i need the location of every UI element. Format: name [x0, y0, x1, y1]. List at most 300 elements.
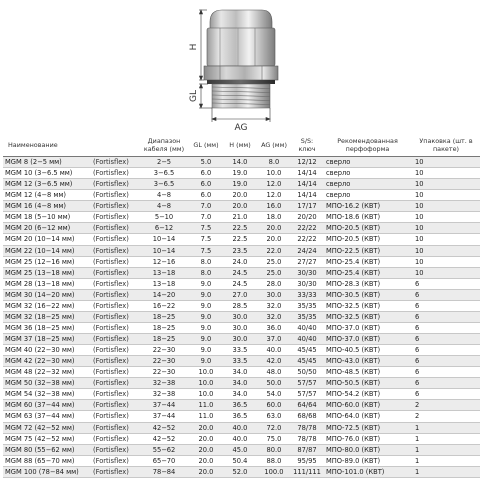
h-cell: 28.5: [223, 300, 257, 311]
punch-cell: сверло: [323, 190, 412, 201]
model-name: MGM 8 (2−5 мм): [5, 158, 62, 167]
table-row: [3, 157, 480, 168]
gl-cell: 7.5: [189, 223, 223, 234]
name-cell: [3, 190, 139, 201]
ag-cell: 12.0: [257, 190, 291, 201]
h-cell: 19.0: [223, 168, 257, 179]
dimension-ag: [212, 108, 270, 122]
model-name: MGM 60 (37−44 мм): [5, 401, 75, 410]
table-row: [3, 389, 480, 400]
ag-cell: 75.0: [257, 433, 291, 444]
packing-cell: 6: [412, 322, 480, 333]
punch-cell: МПО-50.5 (КВТ): [323, 378, 412, 389]
name-cell: [3, 400, 139, 411]
ag-cell: 63.0: [257, 411, 291, 422]
model-name: MGM 32 (18−25 мм): [5, 312, 75, 321]
ag-cell: 100.0: [257, 466, 291, 477]
gl-cell: 10.0: [189, 378, 223, 389]
cable-range-cell: 10−14: [139, 234, 189, 245]
name-cell: [3, 433, 139, 444]
table-row: [3, 179, 480, 190]
specification-table: [3, 133, 480, 478]
header-h: H (мм): [223, 133, 257, 157]
model-name: MGM 37 (18−25 мм): [5, 335, 75, 344]
ag-cell: 25.0: [257, 256, 291, 267]
model-name: MGM 10 (3−6.5 мм): [5, 169, 73, 178]
header-wrench-size: S/S: ключ: [291, 133, 323, 157]
ag-cell: 30.0: [257, 289, 291, 300]
h-cell: 34.0: [223, 367, 257, 378]
h-cell: 21.0: [223, 212, 257, 223]
model-name: MGM 72 (42−52 мм): [5, 423, 75, 432]
model-name: MGM 54 (32−38 мм): [5, 390, 75, 399]
punch-cell: МПО-22.5 (КВТ): [323, 245, 412, 256]
punch-cell: сверло: [323, 157, 412, 168]
brand-name: (Fortisflex): [93, 224, 129, 233]
name-cell: [3, 223, 139, 234]
h-cell: 36.5: [223, 400, 257, 411]
packing-cell: 10: [412, 212, 480, 223]
ag-cell: 48.0: [257, 367, 291, 378]
gl-cell: 8.0: [189, 267, 223, 278]
name-cell: [3, 245, 139, 256]
packing-cell: 10: [412, 245, 480, 256]
wrench-size-cell: 50/50: [291, 367, 323, 378]
ag-cell: 32.0: [257, 311, 291, 322]
model-name: MGM 48 (22−32 мм): [5, 368, 75, 377]
wrench-size-cell: 30/30: [291, 278, 323, 289]
table-row: [3, 400, 480, 411]
model-name: MGM 20 (10−14 мм): [5, 235, 75, 244]
brand-name: (Fortisflex): [93, 191, 129, 200]
brand-name: (Fortisflex): [93, 445, 129, 454]
header-ag: AG (мм): [257, 133, 291, 157]
brand-name: (Fortisflex): [93, 423, 129, 432]
brand-name: (Fortisflex): [93, 390, 129, 399]
name-cell: [3, 444, 139, 455]
table-row: [3, 411, 480, 422]
punch-cell: МПО-43.0 (КВТ): [323, 356, 412, 367]
ag-cell: 36.0: [257, 322, 291, 333]
thread: [212, 84, 270, 108]
name-cell: [3, 378, 139, 389]
model-name: MGM 50 (32−38 мм): [5, 379, 75, 388]
cable-range-cell: 22−30: [139, 367, 189, 378]
gl-cell: 9.0: [189, 278, 223, 289]
name-cell: [3, 422, 139, 433]
wrench-size-cell: 78/78: [291, 422, 323, 433]
wrench-size-cell: 30/30: [291, 267, 323, 278]
table-row: [3, 212, 480, 223]
packing-cell: 10: [412, 223, 480, 234]
ag-cell: 16.0: [257, 201, 291, 212]
ag-cell: 42.0: [257, 356, 291, 367]
gl-cell: 7.0: [189, 212, 223, 223]
cable-range-cell: 16−22: [139, 300, 189, 311]
wrench-size-cell: 35/35: [291, 300, 323, 311]
model-name: MGM 88 (65−70 мм): [5, 456, 75, 465]
wrench-size-cell: 45/45: [291, 356, 323, 367]
name-cell: [3, 311, 139, 322]
table-row: [3, 322, 480, 333]
brand-name: (Fortisflex): [93, 202, 129, 211]
ag-cell: 28.0: [257, 278, 291, 289]
wrench-size-cell: 95/95: [291, 455, 323, 466]
gl-cell: 5.0: [189, 157, 223, 168]
ag-cell: 20.0: [257, 234, 291, 245]
packing-cell: 2: [412, 400, 480, 411]
ag-cell: 88.0: [257, 455, 291, 466]
packing-cell: 10: [412, 168, 480, 179]
cable-range-cell: 5−10: [139, 212, 189, 223]
cable-range-cell: 22−30: [139, 345, 189, 356]
packing-cell: 6: [412, 389, 480, 400]
wrench-size-cell: 111/111: [291, 466, 323, 477]
cable-range-cell: 2−5: [139, 157, 189, 168]
gl-cell: 10.0: [189, 389, 223, 400]
punch-cell: МПО-32.5 (КВТ): [323, 311, 412, 322]
model-name: MGM 20 (6−12 мм): [5, 224, 71, 233]
packing-cell: 1: [412, 422, 480, 433]
header-name: Наименование: [3, 133, 139, 157]
ag-cell: 22.0: [257, 245, 291, 256]
cable-range-cell: 37−44: [139, 411, 189, 422]
brand-name: (Fortisflex): [93, 323, 129, 332]
packing-cell: 6: [412, 367, 480, 378]
wrench-size-cell: 20/20: [291, 212, 323, 223]
gl-cell: 10.0: [189, 367, 223, 378]
model-name: MGM 42 (22−30 мм): [5, 357, 75, 366]
packing-cell: 10: [412, 190, 480, 201]
gland-body: [204, 10, 278, 108]
wrench-size-cell: 33/33: [291, 289, 323, 300]
brand-name: (Fortisflex): [93, 312, 129, 321]
ag-cell: 40.0: [257, 345, 291, 356]
gl-cell: 6.0: [189, 179, 223, 190]
punch-cell: сверло: [323, 168, 412, 179]
brand-name: (Fortisflex): [93, 301, 129, 310]
ag-cell: 54.0: [257, 389, 291, 400]
gl-cell: 9.0: [189, 289, 223, 300]
table-row: [3, 466, 480, 477]
cable-range-cell: 14−20: [139, 289, 189, 300]
h-cell: 45.0: [223, 444, 257, 455]
table-row: [3, 190, 480, 201]
name-cell: [3, 389, 139, 400]
name-cell: [3, 212, 139, 223]
cable-range-cell: 42−52: [139, 433, 189, 444]
gl-cell: 20.0: [189, 455, 223, 466]
table-row: [3, 378, 480, 389]
punch-cell: МПО-72.5 (КВТ): [323, 422, 412, 433]
packing-cell: 10: [412, 267, 480, 278]
h-cell: 33.5: [223, 356, 257, 367]
name-cell: [3, 157, 139, 168]
table-row: [3, 433, 480, 444]
h-cell: 52.0: [223, 466, 257, 477]
punch-cell: МПО-80.0 (КВТ): [323, 444, 412, 455]
brand-name: (Fortisflex): [93, 401, 129, 410]
packing-cell: 6: [412, 334, 480, 345]
wrench-size-cell: 22/22: [291, 223, 323, 234]
table-row: [3, 267, 480, 278]
model-name: MGM 12 (4−8 мм): [5, 191, 67, 200]
model-name: MGM 32 (16−22 мм): [5, 301, 75, 310]
punch-cell: МПО-25.4 (КВТ): [323, 267, 412, 278]
cable-range-cell: 12−16: [139, 256, 189, 267]
packing-cell: 6: [412, 356, 480, 367]
packing-cell: 1: [412, 444, 480, 455]
name-cell: [3, 411, 139, 422]
cable-range-cell: 32−38: [139, 389, 189, 400]
cable-range-cell: 32−38: [139, 378, 189, 389]
cable-gland-drawing: [0, 0, 483, 133]
cable-range-cell: 3−6.5: [139, 168, 189, 179]
cable-range-cell: 22−30: [139, 356, 189, 367]
table-row: [3, 345, 480, 356]
brand-name: (Fortisflex): [93, 213, 129, 222]
punch-cell: МПО-89.0 (КВТ): [323, 455, 412, 466]
name-cell: [3, 345, 139, 356]
wrench-size-cell: 40/40: [291, 334, 323, 345]
h-cell: 20.0: [223, 201, 257, 212]
ag-cell: 60.0: [257, 400, 291, 411]
table-row: [3, 300, 480, 311]
ag-cell: 18.0: [257, 212, 291, 223]
brand-name: (Fortisflex): [93, 357, 129, 366]
packing-cell: 2: [412, 411, 480, 422]
wrench-size-cell: 27/27: [291, 256, 323, 267]
cable-range-cell: 18−25: [139, 334, 189, 345]
name-cell: [3, 455, 139, 466]
gl-cell: 9.0: [189, 356, 223, 367]
gl-cell: 6.0: [189, 190, 223, 201]
model-name: MGM 100 (78−84 мм): [5, 467, 79, 476]
table-row: [3, 422, 480, 433]
header-gl: GL (мм): [189, 133, 223, 157]
ag-cell: 80.0: [257, 444, 291, 455]
name-cell: [3, 466, 139, 477]
cable-range-cell: 6−12: [139, 223, 189, 234]
label-ag: AG: [234, 123, 248, 133]
name-cell: [3, 300, 139, 311]
table-row: [3, 201, 480, 212]
wrench-size-cell: 17/17: [291, 201, 323, 212]
packing-cell: 6: [412, 289, 480, 300]
cable-range-cell: 18−25: [139, 311, 189, 322]
h-cell: 20.0: [223, 190, 257, 201]
table-row: [3, 289, 480, 300]
packing-cell: 10: [412, 201, 480, 212]
gl-cell: 9.0: [189, 345, 223, 356]
ag-cell: 72.0: [257, 422, 291, 433]
packing-cell: 6: [412, 278, 480, 289]
gl-cell: 8.0: [189, 256, 223, 267]
brand-name: (Fortisflex): [93, 412, 129, 421]
brand-name: (Fortisflex): [93, 246, 129, 255]
model-name: MGM 63 (37−44 мм): [5, 412, 75, 421]
h-cell: 27.0: [223, 289, 257, 300]
packing-cell: 1: [412, 466, 480, 477]
brand-name: (Fortisflex): [93, 456, 129, 465]
label-gl: GL: [189, 90, 199, 102]
cable-range-cell: 55−62: [139, 444, 189, 455]
header-packing: Упаковка (шт. в пакете): [412, 133, 480, 157]
packing-cell: 6: [412, 378, 480, 389]
gl-cell: 7.5: [189, 245, 223, 256]
name-cell: [3, 278, 139, 289]
gl-cell: 7.5: [189, 234, 223, 245]
brand-name: (Fortisflex): [93, 180, 129, 189]
punch-cell: МПО-37.0 (КВТ): [323, 334, 412, 345]
brand-name: (Fortisflex): [93, 379, 129, 388]
brand-name: (Fortisflex): [93, 290, 129, 299]
h-cell: 30.0: [223, 322, 257, 333]
wrench-size-cell: 45/45: [291, 345, 323, 356]
punch-cell: МПО-28.3 (КВТ): [323, 278, 412, 289]
gl-cell: 9.0: [189, 334, 223, 345]
dimension-gl: [199, 84, 212, 108]
model-name: MGM 18 (5−10 мм): [5, 213, 71, 222]
punch-cell: МПО-40.5 (КВТ): [323, 345, 412, 356]
name-cell: [3, 289, 139, 300]
gl-cell: 20.0: [189, 444, 223, 455]
wrench-size-cell: 14/14: [291, 190, 323, 201]
ag-cell: 25.0: [257, 267, 291, 278]
table-row: [3, 245, 480, 256]
punch-cell: МПО-48.5 (КВТ): [323, 367, 412, 378]
packing-cell: 10: [412, 256, 480, 267]
brand-name: (Fortisflex): [93, 434, 129, 443]
h-cell: 36.5: [223, 411, 257, 422]
punch-cell: МПО-25.4 (КВТ): [323, 256, 412, 267]
wrench-size-cell: 40/40: [291, 322, 323, 333]
model-name: MGM 25 (12−16 мм): [5, 257, 75, 266]
cable-range-cell: 10−14: [139, 245, 189, 256]
table-row: [3, 444, 480, 455]
name-cell: [3, 168, 139, 179]
h-cell: 40.0: [223, 422, 257, 433]
packing-cell: 1: [412, 433, 480, 444]
brand-name: (Fortisflex): [93, 335, 129, 344]
h-cell: 22.5: [223, 234, 257, 245]
gl-cell: 11.0: [189, 411, 223, 422]
punch-cell: МПО-30.5 (КВТ): [323, 289, 412, 300]
punch-cell: МПО-37.0 (КВТ): [323, 322, 412, 333]
name-cell: [3, 201, 139, 212]
h-cell: 24.5: [223, 267, 257, 278]
brand-name: (Fortisflex): [93, 257, 129, 266]
name-cell: [3, 267, 139, 278]
wrench-size-cell: 68/68: [291, 411, 323, 422]
wrench-size-cell: 12/12: [291, 157, 323, 168]
ag-cell: 10.0: [257, 168, 291, 179]
name-cell: [3, 356, 139, 367]
table-row: [3, 234, 480, 245]
wrench-size-cell: 64/64: [291, 400, 323, 411]
cable-range-cell: 42−52: [139, 422, 189, 433]
h-cell: 34.0: [223, 378, 257, 389]
name-cell: [3, 334, 139, 345]
wrench-size-cell: 14/14: [291, 179, 323, 190]
name-cell: [3, 256, 139, 267]
h-cell: 30.0: [223, 334, 257, 345]
wrench-size-cell: 35/35: [291, 311, 323, 322]
name-cell: [3, 322, 139, 333]
wrench-size-cell: 22/22: [291, 234, 323, 245]
model-name: MGM 40 (22−30 мм): [5, 346, 75, 355]
header-cable-range: Диапазон кабеля (мм): [139, 133, 189, 157]
h-cell: 40.0: [223, 433, 257, 444]
table-header-row: [3, 133, 480, 157]
ag-cell: 8.0: [257, 157, 291, 168]
name-cell: [3, 234, 139, 245]
cable-range-cell: 4−8: [139, 201, 189, 212]
brand-name: (Fortisflex): [93, 169, 129, 178]
gl-cell: 9.0: [189, 311, 223, 322]
h-cell: 23.5: [223, 245, 257, 256]
ag-cell: 37.0: [257, 334, 291, 345]
cable-range-cell: 4−8: [139, 190, 189, 201]
cable-range-cell: 3−6.5: [139, 179, 189, 190]
table-row: [3, 367, 480, 378]
wrench-size-cell: 78/78: [291, 433, 323, 444]
punch-cell: МПО-60.0 (КВТ): [323, 400, 412, 411]
model-name: MGM 12 (3−6.5 мм): [5, 180, 73, 189]
packing-cell: 6: [412, 300, 480, 311]
brand-name: (Fortisflex): [93, 235, 129, 244]
packing-cell: 6: [412, 311, 480, 322]
packing-cell: 10: [412, 179, 480, 190]
name-cell: [3, 367, 139, 378]
ag-cell: 12.0: [257, 179, 291, 190]
cable-range-cell: 13−18: [139, 278, 189, 289]
h-cell: 22.5: [223, 223, 257, 234]
gl-cell: 20.0: [189, 433, 223, 444]
h-cell: 50.4: [223, 455, 257, 466]
h-cell: 34.0: [223, 389, 257, 400]
h-cell: 14.0: [223, 157, 257, 168]
brand-name: (Fortisflex): [93, 368, 129, 377]
cable-range-cell: 78−84: [139, 466, 189, 477]
wrench-size-cell: 87/87: [291, 444, 323, 455]
table-row: [3, 256, 480, 267]
cable-range-cell: 18−25: [139, 322, 189, 333]
gl-cell: 20.0: [189, 422, 223, 433]
header-punch: Рекомендованная перфоформа: [323, 133, 412, 157]
table-row: [3, 356, 480, 367]
punch-cell: МПО-32.5 (КВТ): [323, 300, 412, 311]
wrench-size-cell: 14/14: [291, 168, 323, 179]
punch-cell: МПО-64.0 (КВТ): [323, 411, 412, 422]
gl-cell: 20.0: [189, 466, 223, 477]
h-cell: 19.0: [223, 179, 257, 190]
h-cell: 33.5: [223, 345, 257, 356]
table-row: [3, 455, 480, 466]
model-name: MGM 80 (55−62 мм): [5, 445, 75, 454]
h-cell: 24.5: [223, 278, 257, 289]
h-cell: 30.0: [223, 311, 257, 322]
packing-cell: 10: [412, 157, 480, 168]
cable-range-cell: 65−70: [139, 455, 189, 466]
model-name: MGM 75 (42−52 мм): [5, 434, 75, 443]
model-name: MGM 22 (10−14 мм): [5, 246, 75, 255]
brand-name: (Fortisflex): [93, 467, 129, 476]
model-name: MGM 25 (13−18 мм): [5, 268, 75, 277]
model-name: MGM 30 (14−20 мм): [5, 290, 75, 299]
table-row: [3, 223, 480, 234]
model-name: MGM 36 (18−25 мм): [5, 323, 75, 332]
